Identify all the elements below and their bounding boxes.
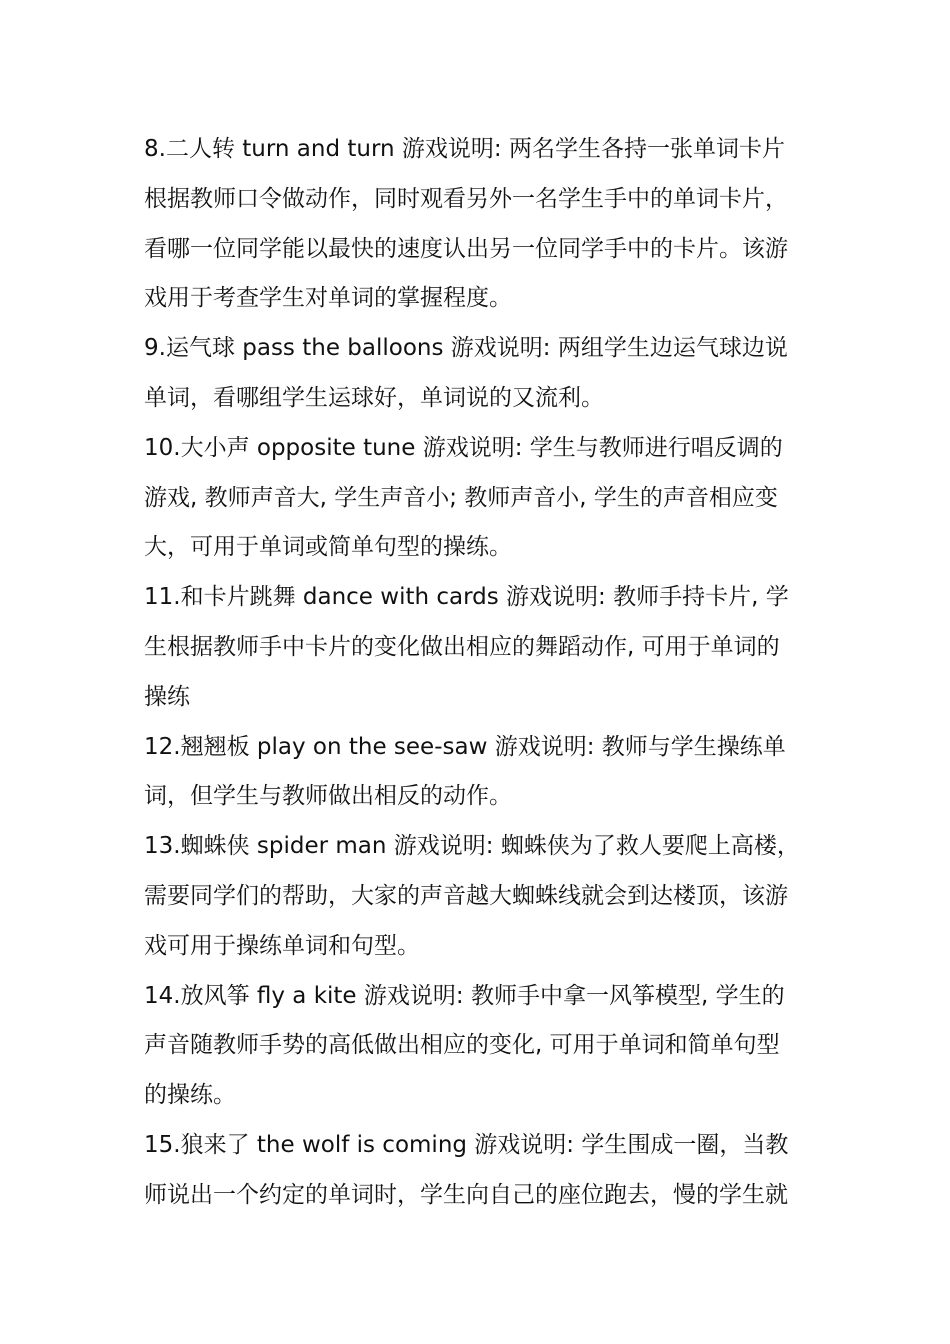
paragraph-game-15: [144, 1121, 824, 1221]
text-line: 师说出一个约定的单词时，学生向自己的座位跑去，慢的学生就: [144, 1181, 788, 1208]
text-line: 声音随教师手势的高低做出相应的变化, 可用于单词和简单句型: [144, 1032, 780, 1059]
paragraph-game-8: [144, 125, 824, 324]
text-line: 需要同学们的帮助，大家的声音越大蜘蛛线就会到达楼顶，该游: [144, 882, 788, 909]
text-line: 生根据教师手中卡片的变化做出相应的舞蹈动作, 可用于单词的: [144, 633, 780, 660]
text-line: 看哪一位同学能以最快的速度认出另一位同学手中的卡片。该游: [144, 235, 788, 262]
text-line: 的操练。: [144, 1082, 236, 1109]
text-line: 根据教师口令做动作，同时观看另外一名学生手中的单词卡片，: [144, 185, 788, 212]
text-line: 操练: [144, 683, 190, 710]
paragraph-game-11: [144, 573, 824, 722]
text-line: 大，可用于单词或简单句型的操练。: [144, 534, 512, 561]
text-line: 9.运气球 pass the balloons 游戏说明: 两组学生边运气球边说: [144, 335, 788, 362]
text-line: 8.二人转 turn and turn 游戏说明: 两名学生各持一张单词卡片: [144, 136, 785, 162]
text-line: 14.放风筝 fly a kite 游戏说明: 教师手中拿一风筝模型, 学生的: [144, 982, 785, 1009]
paragraph-game-12: [144, 723, 824, 823]
text-line: 戏用于考查学生对单词的掌握程度。: [144, 285, 512, 312]
text-line: 10.大小声 opposite tune 游戏说明: 学生与教师进行唱反调的: [144, 434, 783, 461]
text-line: 游戏, 教师声音大, 学生声音小; 教师声音小, 学生的声音相应变: [144, 484, 778, 511]
paragraph-game-13: [144, 822, 824, 971]
document-page: [144, 125, 824, 1221]
text-line: 戏可用于操练单词和句型。: [144, 932, 420, 959]
text-line: 单词，看哪组学生运球好，单词说的又流利。: [144, 384, 604, 411]
text-line: 12.翘翘板 play on the see-saw 游戏说明: 教师与学生操练单: [144, 733, 786, 760]
text-line: 11.和卡片跳舞 dance with cards 游戏说明: 教师手持卡片, 学: [144, 584, 789, 611]
paragraph-game-9: [144, 324, 824, 424]
text-line: 15.狼来了 the wolf is coming 游戏说明: 学生围成一圈，当教: [144, 1131, 789, 1158]
text-line: 13.蜘蛛侠 spider man 游戏说明: 蜘蛛侠为了救人要爬上高楼，: [144, 833, 800, 860]
text-line: 词，但学生与教师做出相反的动作。: [144, 783, 512, 810]
paragraph-game-10: [144, 424, 824, 573]
paragraph-game-14: [144, 972, 824, 1121]
